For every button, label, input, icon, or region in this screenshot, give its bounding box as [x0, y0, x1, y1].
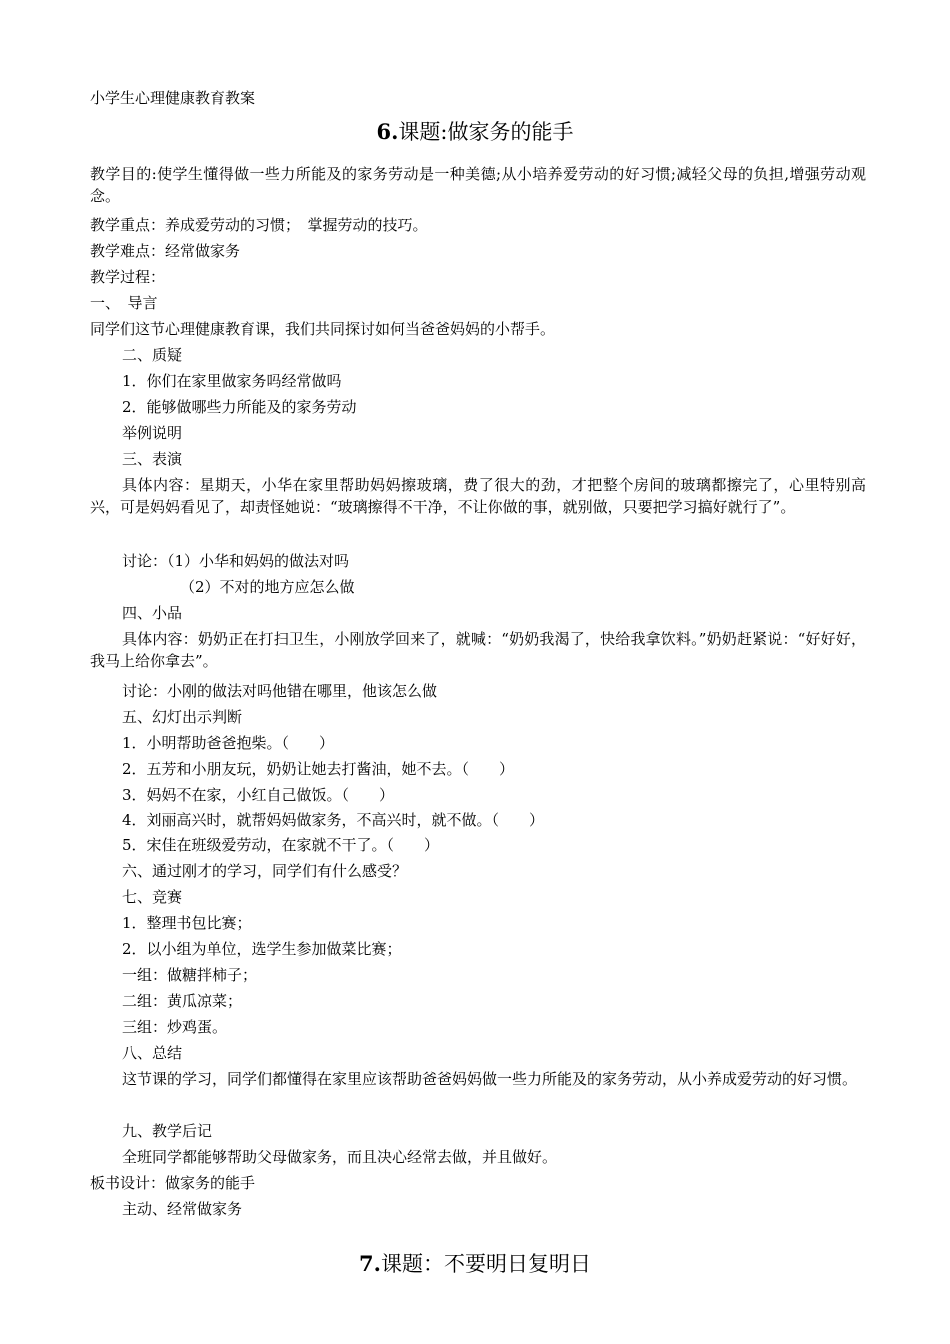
contest-1: 1．整理书包比赛； — [122, 914, 252, 932]
teaching-key-points: 教学重点：养成爱劳动的习惯； 掌握劳动的技巧。 — [90, 216, 428, 234]
section-7-heading: 七、竞赛 — [122, 888, 183, 906]
example-note: 举例说明 — [122, 424, 183, 442]
board-design: 板书设计：做家务的能手 — [90, 1174, 256, 1192]
group-2: 二组：黄瓜凉菜； — [122, 992, 243, 1010]
judgment-1: 1．小明帮助爸爸抱柴。（ ） — [122, 734, 335, 752]
judgment-4: 4．刘丽高兴时，就帮妈妈做家务，不高兴时，就不做。（ ） — [122, 811, 545, 829]
section-2-heading: 二、质疑 — [122, 346, 183, 364]
lesson-6-number: 6. — [376, 119, 399, 144]
section-5-heading: 五、幻灯出示判断 — [122, 708, 243, 726]
section-3-text: 具体内容：星期天，小华在家里帮助妈妈擦玻璃，费了很大的劲，才把整个房间的玻璃都擦完了，心里特别高兴，可是妈妈看见了，却责怪她说：“玻璃擦得不干净，不让你做的事，就别做，只要把学习搞好就行了”。 — [90, 476, 866, 516]
judgment-2: 2．五芳和小朋友玩，奶奶让她去打酱油，她不去。（ ） — [122, 760, 515, 778]
document-header: 小学生心理健康教育教案 — [90, 89, 256, 107]
teaching-process-heading: 教学过程： — [90, 268, 166, 286]
judgment-5: 5．宋佳在班级爱劳动，在家就不干了。（ ） — [122, 836, 440, 854]
section-9-text: 全班同学都能够帮助父母做家务，而且决心经常去做，并且做好。 — [122, 1148, 558, 1166]
question-1: 1．你们在家里做家务吗经常做吗 — [122, 372, 342, 390]
contest-2: 2．以小组为单位，选学生参加做菜比赛； — [122, 940, 402, 958]
section-1-text: 同学们这节心理健康教育课，我们共同探讨如何当爸爸妈妈的小帮手。 — [90, 320, 556, 338]
section-8-text: 这节课的学习，同学们都懂得在家里应该帮助爸爸妈妈做一些力所能及的家务劳动，从小养成爱劳动的好习惯。 — [122, 1070, 858, 1088]
lesson-6-title — [0, 118, 950, 146]
section-3-heading: 三、表演 — [122, 450, 183, 468]
teaching-goal: 教学目的:使学生懂得做一些力所能及的家务劳动是一种美德;从小培养爱劳动的好习惯;减轻父母的负担,增强劳动观念。 — [90, 165, 866, 205]
judgment-3: 3．妈妈不在家，小红自己做饭。（ ） — [122, 786, 395, 804]
section-4-heading: 四、小品 — [122, 604, 183, 622]
lesson-6-title-text: 课题:做家务的能手 — [398, 120, 574, 144]
section-8-heading: 八、总结 — [122, 1044, 183, 1062]
question-2: 2．能够做哪些力所能及的家务劳动 — [122, 398, 357, 416]
section-6-heading: 六、通过刚才的学习，同学们有什么感受？ — [122, 862, 408, 880]
group-1: 一组：做糖拌柿子； — [122, 966, 258, 984]
discussion-2: （2）不对的地方应怎么做 — [180, 578, 355, 596]
group-3: 三组：炒鸡蛋。 — [122, 1018, 228, 1036]
section-9-heading: 九、教学后记 — [122, 1122, 213, 1140]
lesson-7-title-text: 课题：不要明日复明日 — [380, 1252, 591, 1276]
section-4-text: 具体内容：奶奶正在打扫卫生，小刚放学回来了，就喊：“奶奶我渴了，快给我拿饮料。”奶奶赶紧说：“好好好，我马上给你拿去”。 — [90, 630, 866, 670]
discussion-3: 讨论：小刚的做法对吗他错在哪里，他该怎么做 — [122, 682, 438, 700]
discussion-1: 讨论：（1）小华和妈妈的做法对吗 — [122, 552, 350, 570]
teaching-difficulty: 教学难点：经常做家务 — [90, 242, 241, 260]
lesson-7-title — [0, 1250, 950, 1278]
section-1-heading: 一、 导言 — [90, 294, 158, 312]
board-design-detail: 主动、经常做家务 — [122, 1200, 243, 1218]
lesson-7-number: 7. — [359, 1251, 381, 1276]
